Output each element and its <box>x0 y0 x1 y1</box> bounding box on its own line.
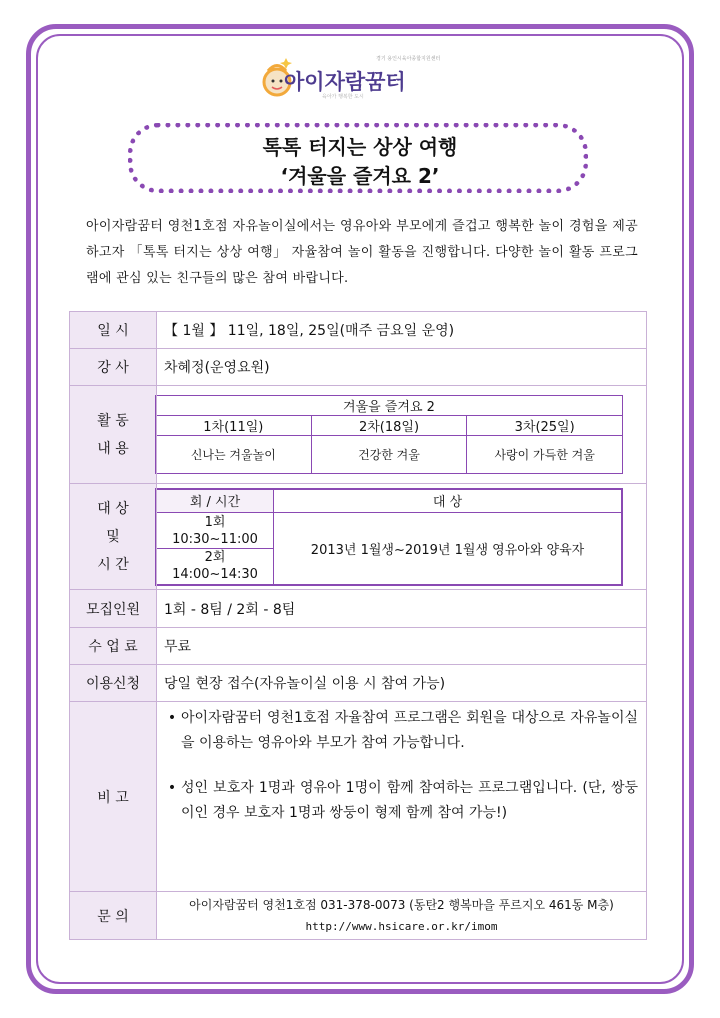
value-fee: 무료 <box>157 628 647 665</box>
session-round-1: 1차(11일) <box>156 416 312 436</box>
label-activity-1: 활 동 <box>97 412 129 429</box>
slot-2-round: 2회 <box>204 550 226 566</box>
contact-line-1: 아이자람꿈터 영천1호점 031-378-0073 (동탄2 행복마을 푸르지오 461동 M층) <box>189 897 614 912</box>
list-item <box>163 776 638 826</box>
logo-name: 아이자람꿈터 <box>284 70 406 94</box>
row-contact <box>70 892 647 940</box>
bullet-dot-icon: • <box>167 780 177 796</box>
activity-header: 겨울을 즐겨요 2 <box>156 396 623 416</box>
title-line-2: ‘겨울을 즐겨요 2’ <box>280 164 440 188</box>
label-notes: 비 고 <box>70 702 157 892</box>
note-2: 성인 보호자 1명과 영유아 1명이 함께 참여하는 프로그램입니다. (단, 쌍둥이인 경우 보호자 1명과 쌍둥이 형제 함께 참여 가능!) <box>181 780 638 821</box>
label-activity-2: 내 용 <box>97 440 129 457</box>
label-target-1: 대 상 <box>97 500 129 517</box>
info-table <box>69 311 647 940</box>
session-content-2: 건강한 겨울 <box>311 436 467 474</box>
row-date <box>70 312 647 349</box>
row-notes <box>70 702 647 892</box>
list-item <box>163 706 638 756</box>
intro-paragraph: 아이자람꿈터 영천1호점 자유놀이실에서는 영유아와 부모에게 즐겁고 행복한 놀이 경험을 제공하고자 「톡톡 터지는 상상 여행」 자율참여 놀이 활동을 진행합니다. 다양한 놀이 활동 프로그램에 관심 있는 친구들의 많은 참여 바랍니다. <box>86 219 638 286</box>
session-content-1: 신나는 겨울놀이 <box>156 436 312 474</box>
value-date: 【 1월 】 11일, 18일, 25일(매주 금요일 운영) <box>157 312 647 349</box>
label-target-2: 및 <box>106 528 120 545</box>
notes-cell <box>157 702 647 892</box>
bullet-dot-icon: • <box>167 710 177 726</box>
label-activity <box>70 386 157 484</box>
logo-tagline: 경기 용인시육아종합지원센터 <box>376 56 441 62</box>
label-contact: 문 의 <box>70 892 157 940</box>
col-target-header: 대 상 <box>274 489 623 513</box>
row-fee <box>70 628 647 665</box>
value-apply: 당일 현장 접수(자유놀이실 이용 시 참여 가능) <box>157 665 647 702</box>
session-round-3: 3차(25일) <box>467 416 623 436</box>
row-capacity <box>70 590 647 628</box>
session-round-2: 2차(18일) <box>311 416 467 436</box>
label-target-3: 시 간 <box>97 556 129 573</box>
slot-2 <box>156 549 274 585</box>
contact-url[interactable]: http://www.hsicare.or.kr/imom <box>305 919 498 933</box>
label-apply: 이용신청 <box>70 665 157 702</box>
logo-subtitle: 육아가 행복한 도시 <box>322 94 364 100</box>
slot-1-time: 10:30~11:00 <box>172 531 258 547</box>
value-capacity: 1회 - 8팀 / 2회 - 8팀 <box>157 590 647 628</box>
row-target <box>70 484 647 590</box>
row-apply <box>70 665 647 702</box>
label-fee: 수 업 료 <box>70 628 157 665</box>
activity-table <box>155 395 623 474</box>
notes-list <box>157 702 646 826</box>
slot-1-round: 1회 <box>204 514 226 530</box>
target-value: 2013년 1월생~2019년 1월생 영유아와 양육자 <box>274 513 623 585</box>
label-target <box>70 484 157 590</box>
slot-1 <box>156 513 274 549</box>
row-activity <box>70 386 647 484</box>
value-instructor: 차혜정(운영요원) <box>157 349 647 386</box>
label-capacity: 모집인원 <box>70 590 157 628</box>
label-date: 일 시 <box>70 312 157 349</box>
target-cell <box>157 484 647 590</box>
col-time-header: 회 / 시간 <box>156 489 274 513</box>
row-instructor <box>70 349 647 386</box>
contact-cell <box>157 892 647 940</box>
title-line-1: 톡톡 터지는 상상 여행 <box>262 135 458 159</box>
session-content-3: 사랑이 가득한 겨울 <box>467 436 623 474</box>
label-instructor: 강 사 <box>70 349 157 386</box>
slot-2-time: 14:00~14:30 <box>172 567 258 583</box>
activity-cell <box>157 386 647 484</box>
note-1: 아이자람꿈터 영천1호점 자율참여 프로그램은 회원을 대상으로 자유놀이실을 이용하는 영유아와 부모가 참여 가능합니다. <box>181 710 638 751</box>
target-table <box>155 488 623 586</box>
